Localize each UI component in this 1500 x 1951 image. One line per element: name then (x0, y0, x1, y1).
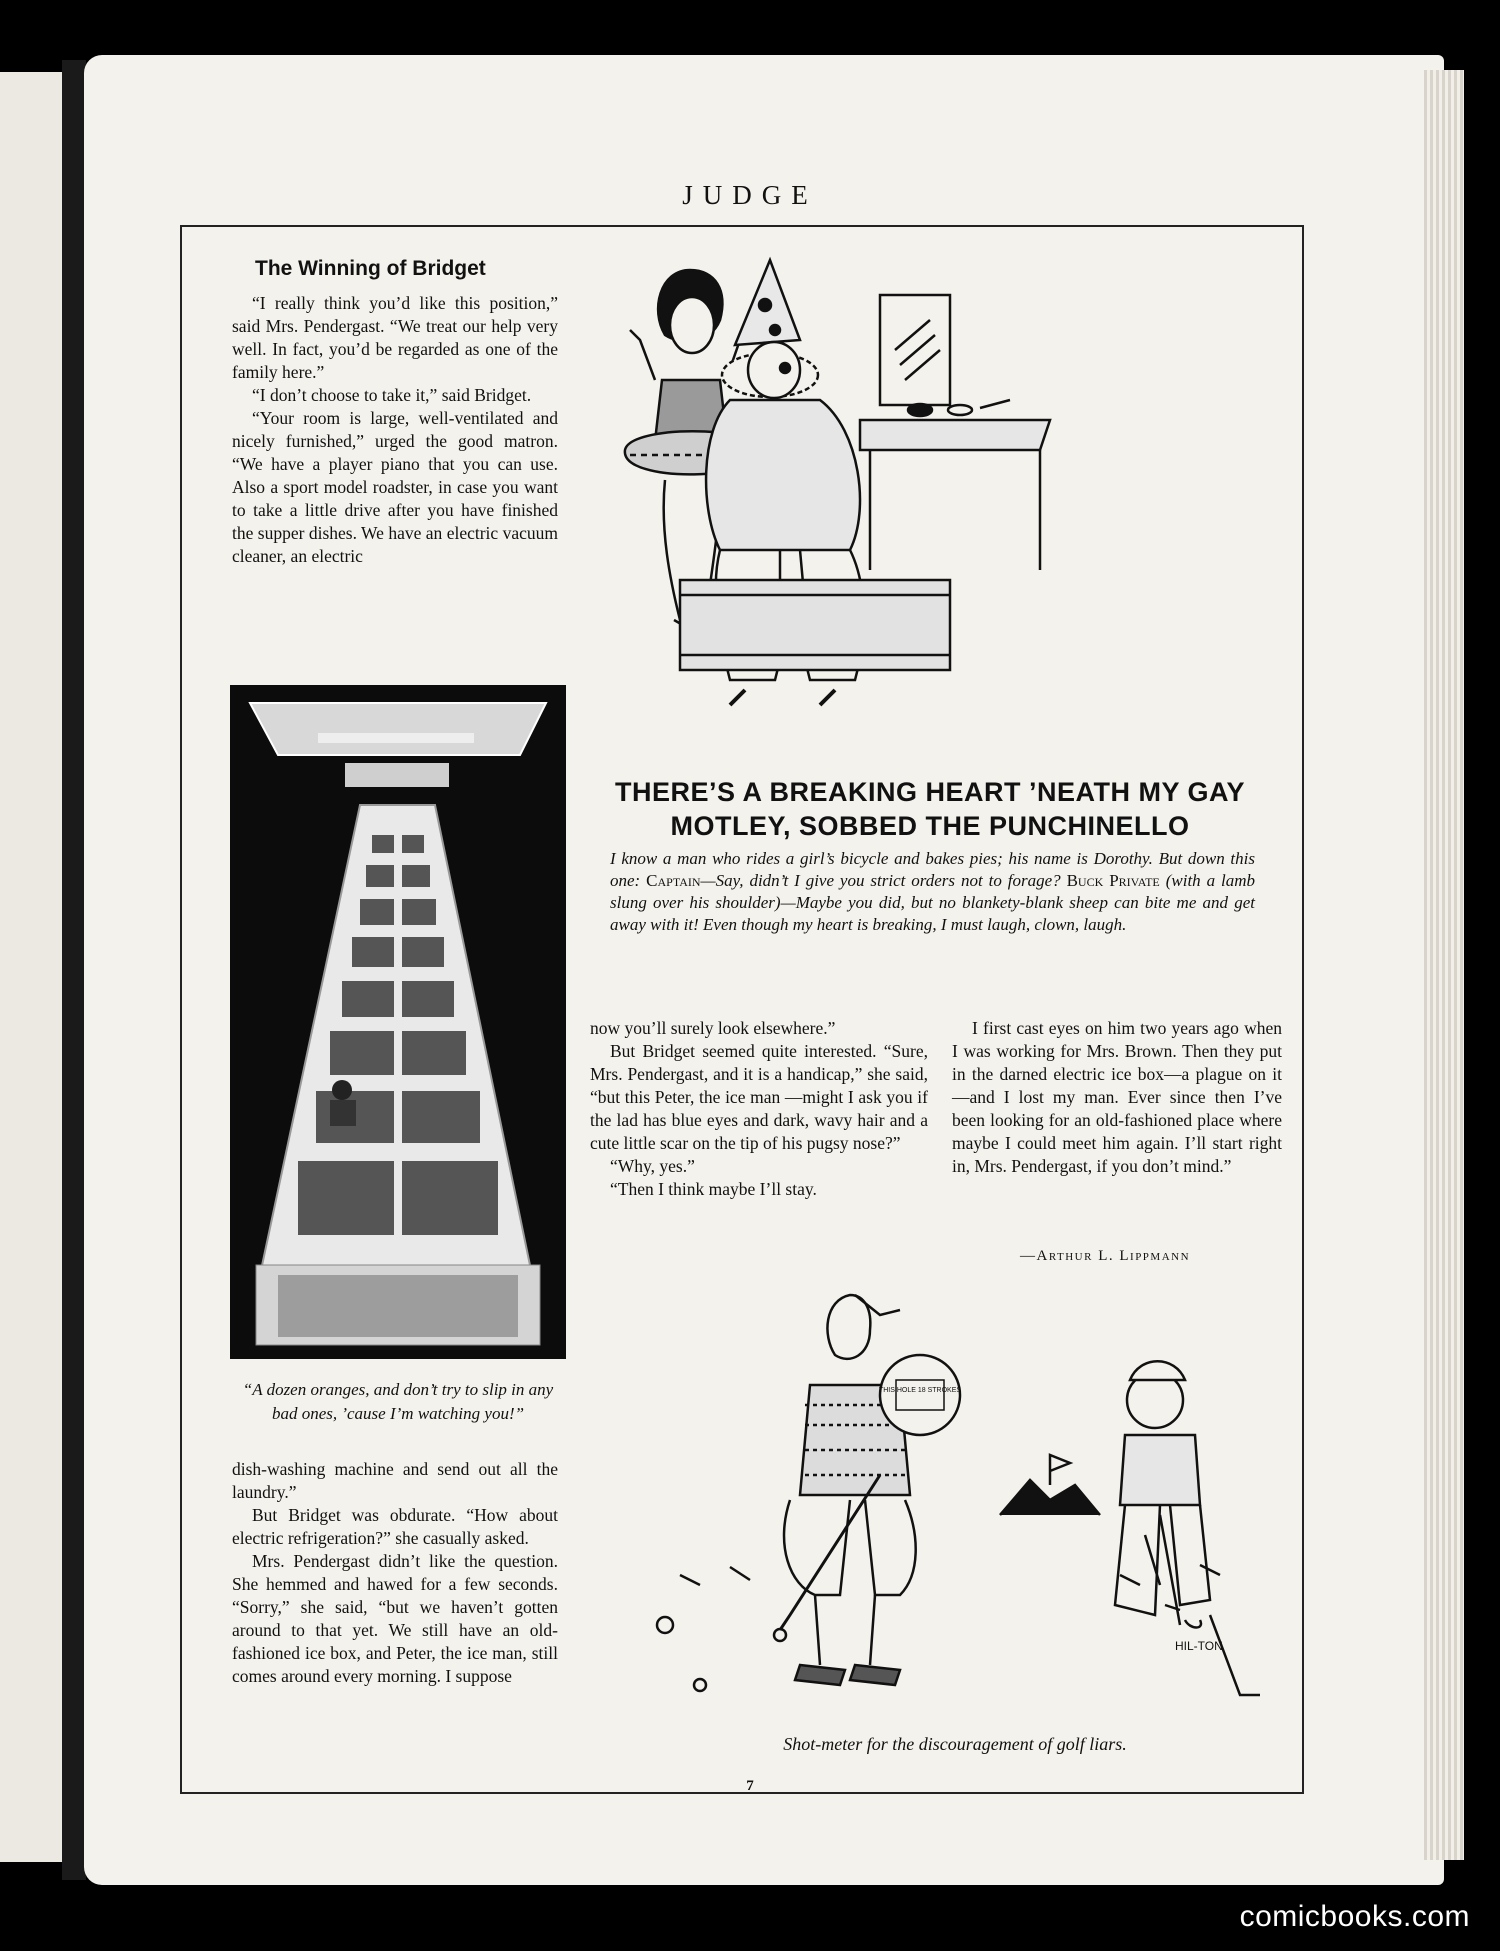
artist-signature: HIL-TON (1175, 1639, 1223, 1653)
paragraph: “Your room is large, well-ventilated and nicely furnished,” urged the good matron. “We have a player piano that you can use. Also a sport model roadster, in case you want to take a little drive after you have finished the supper dishes. We have an electric vacuum cleaner, an electric (232, 408, 558, 566)
paragraph: now you’ll surely look elsewhere.” (590, 1018, 836, 1038)
page-stack-edges (1424, 70, 1464, 1860)
paragraph: “I really think you’d like this position,” said Mrs. Pendergast. “We treat our help very well. In fact, you’d be regarded as one of the family here.” (232, 293, 558, 382)
cartoon-headline: THERE’S A BREAKING HEART ’NEATH MY GAY MOTLEY, SOBBED THE PUNCHINELLO (614, 777, 1246, 841)
paragraph: “Then I think maybe I’ll stay. (610, 1179, 817, 1199)
paragraph: But Bridget seemed quite interested. “Sure, Mrs. Pendergast, and it is a handicap,” she said, “but this Peter, the ice man —might I ask you if the lad has blue eyes and dark, wavy hair and a cute little scar on the tip of his pugsy nose?” (590, 1041, 928, 1153)
binding-gutter (62, 60, 86, 1880)
story-column-3 (952, 1017, 1282, 1178)
speaker-buck-private: Buck Private (1066, 871, 1160, 890)
blurb-text: —Say, didn’t I give you strict orders not to forage? (700, 871, 1061, 890)
punchinello-cartoon (570, 250, 1280, 765)
page-number: 7 (746, 1778, 754, 1794)
story-title: The Winning of Bridget (255, 257, 486, 280)
photo-caption: “A dozen oranges, and don’t try to slip in any bad ones, ’cause I’m watching you!” (242, 1380, 554, 1423)
icebox-photo-illustration (230, 685, 566, 1359)
paragraph: But Bridget was obdurate. “How about electric refrigeration?” she casually asked. (232, 1505, 558, 1548)
story-column-1-top (232, 292, 558, 568)
golf-cartoon (600, 1285, 1290, 1725)
blurb-text: I know a man who rides a girl’s bicycle and bakes pies; his name is Dorothy. But down this one: (610, 849, 1255, 890)
cartoon-blurb (610, 848, 1255, 936)
golf-caption: Shot-meter for the discouragement of golf liars. (783, 1734, 1127, 1754)
watermark: comicbooks.com (1239, 1900, 1470, 1933)
story-byline: —Arthur L. Lippmann (1020, 1248, 1191, 1264)
paragraph: “I don’t choose to take it,” said Bridget. (252, 385, 532, 405)
running-head: JUDGE (682, 180, 818, 210)
paragraph: “Why, yes.” (610, 1156, 695, 1176)
blurb-text: (with a lamb slung over his shoulder)—Maybe you did, but no blankety-blank sheep can bite me and get away with it! Even though my heart is breaking, I must laugh, clown, laugh. (610, 871, 1256, 934)
paragraph: Mrs. Pendergast didn’t like the question. She hemmed and hawed for a few seconds. “Sorry,” she said, “but we haven’t gotten around to that yet. We still have an old-fashioned ice box, and Peter, the ice man, still comes around every morning. I suppose (232, 1551, 558, 1686)
paragraph: dish-washing machine and send out all the laundry.” (232, 1459, 558, 1502)
story-column-2 (590, 1017, 928, 1201)
previous-page-edge (0, 72, 62, 1862)
shot-meter-text: THIS HOLE 18 STROKES (878, 1387, 962, 1394)
paragraph: I first cast eyes on him two years ago when I was working for Mrs. Brown. Then they put in the darned electric ice box—a plague on it—and I lost my man. Ever since then I’ve been looking for an old-fashioned place where maybe I could meet him again. I’ll start right in, Mrs. Pendergast, if you don’t mind.” (952, 1018, 1282, 1176)
speaker-captain: Captain (646, 871, 701, 890)
story-column-1-bottom (232, 1458, 558, 1688)
